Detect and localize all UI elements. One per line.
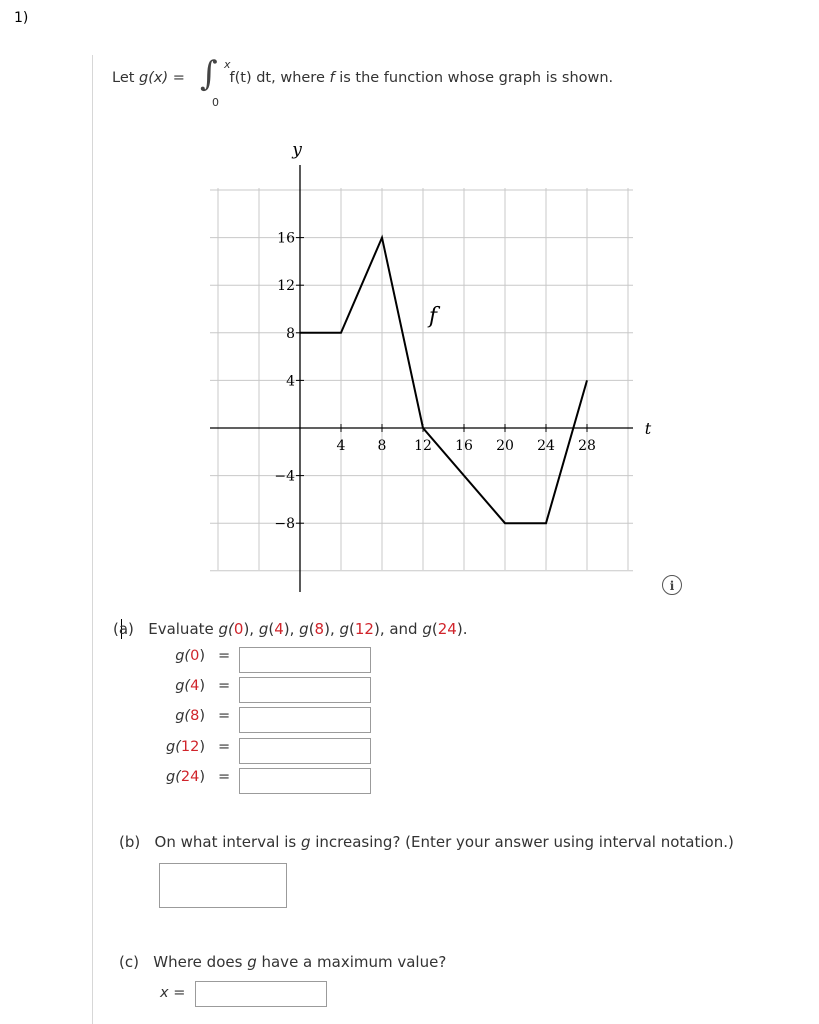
part-a-label: (a)	[113, 620, 134, 638]
equals-sign: =	[218, 769, 231, 785]
equals-sign: =	[218, 678, 231, 694]
part-c-prompt: (c) Where does g have a maximum value?	[119, 953, 447, 971]
part-c-label: (c)	[119, 953, 139, 971]
intro-end: is the function whose graph is shown.	[334, 70, 614, 86]
y-tick-label: −8	[274, 516, 295, 533]
g-answer-input-4[interactable]	[239, 677, 371, 703]
y-tick-label: 4	[286, 373, 295, 390]
maximum-x-input[interactable]	[195, 981, 327, 1007]
x-tick-label: 20	[496, 438, 514, 454]
info-icon[interactable]: i	[662, 575, 682, 595]
y-axis-label: y	[292, 140, 302, 160]
x-tick-label: 28	[578, 438, 596, 454]
x-tick-label: 12	[414, 438, 432, 454]
g-label-0: g(0)	[175, 648, 205, 664]
f-name: f	[329, 70, 335, 86]
g-label-4: g(24)	[166, 769, 205, 785]
part-b-label: (b)	[119, 833, 141, 851]
part-b-prompt: (b) On what interval is g increasing? (Enter your answer using interval notation.)	[119, 833, 734, 851]
equals-sign: =	[218, 648, 231, 664]
x-tick-label: 4	[336, 438, 346, 454]
g-label-3: g(12)	[166, 739, 205, 755]
y-tick-label: 16	[277, 230, 295, 247]
y-tick-label: 8	[286, 325, 295, 342]
g-answer-input-0[interactable]	[239, 647, 371, 673]
integral-lower-limit: 0	[212, 96, 219, 109]
intro-let: Let	[112, 70, 140, 86]
curve-label: f	[428, 304, 438, 329]
g-label-2: g(8)	[175, 708, 205, 724]
part-a-prompt: (a) Evaluate g(0), g(4), g(8), g(12), and g(24).	[113, 620, 468, 638]
x-tick-label: 24	[537, 438, 555, 454]
g-answer-input-12[interactable]	[239, 738, 371, 764]
integral-sign: ∫	[200, 54, 218, 94]
equals-sign: =	[218, 708, 231, 724]
y-tick-label: 12	[277, 278, 295, 295]
integral-upper-limit: x	[224, 58, 231, 71]
grid	[210, 188, 633, 571]
question-number: 1)	[14, 10, 29, 26]
g-answer-input-24[interactable]	[239, 768, 371, 794]
g-of-x: g(x) =	[139, 70, 190, 86]
x-axis-label: t	[644, 419, 652, 438]
g-answer-input-8[interactable]	[239, 707, 371, 733]
y-tick-label: −4	[274, 468, 295, 485]
x-tick-label: 16	[455, 438, 473, 454]
x-tick-label: 8	[377, 438, 387, 454]
equals-sign: =	[218, 739, 231, 755]
part-c-x-label: x =	[160, 985, 186, 1001]
g-label-1: g(4)	[175, 678, 205, 694]
interval-answer-input[interactable]	[159, 863, 287, 908]
integrand: f(t) dt, where	[229, 70, 330, 86]
